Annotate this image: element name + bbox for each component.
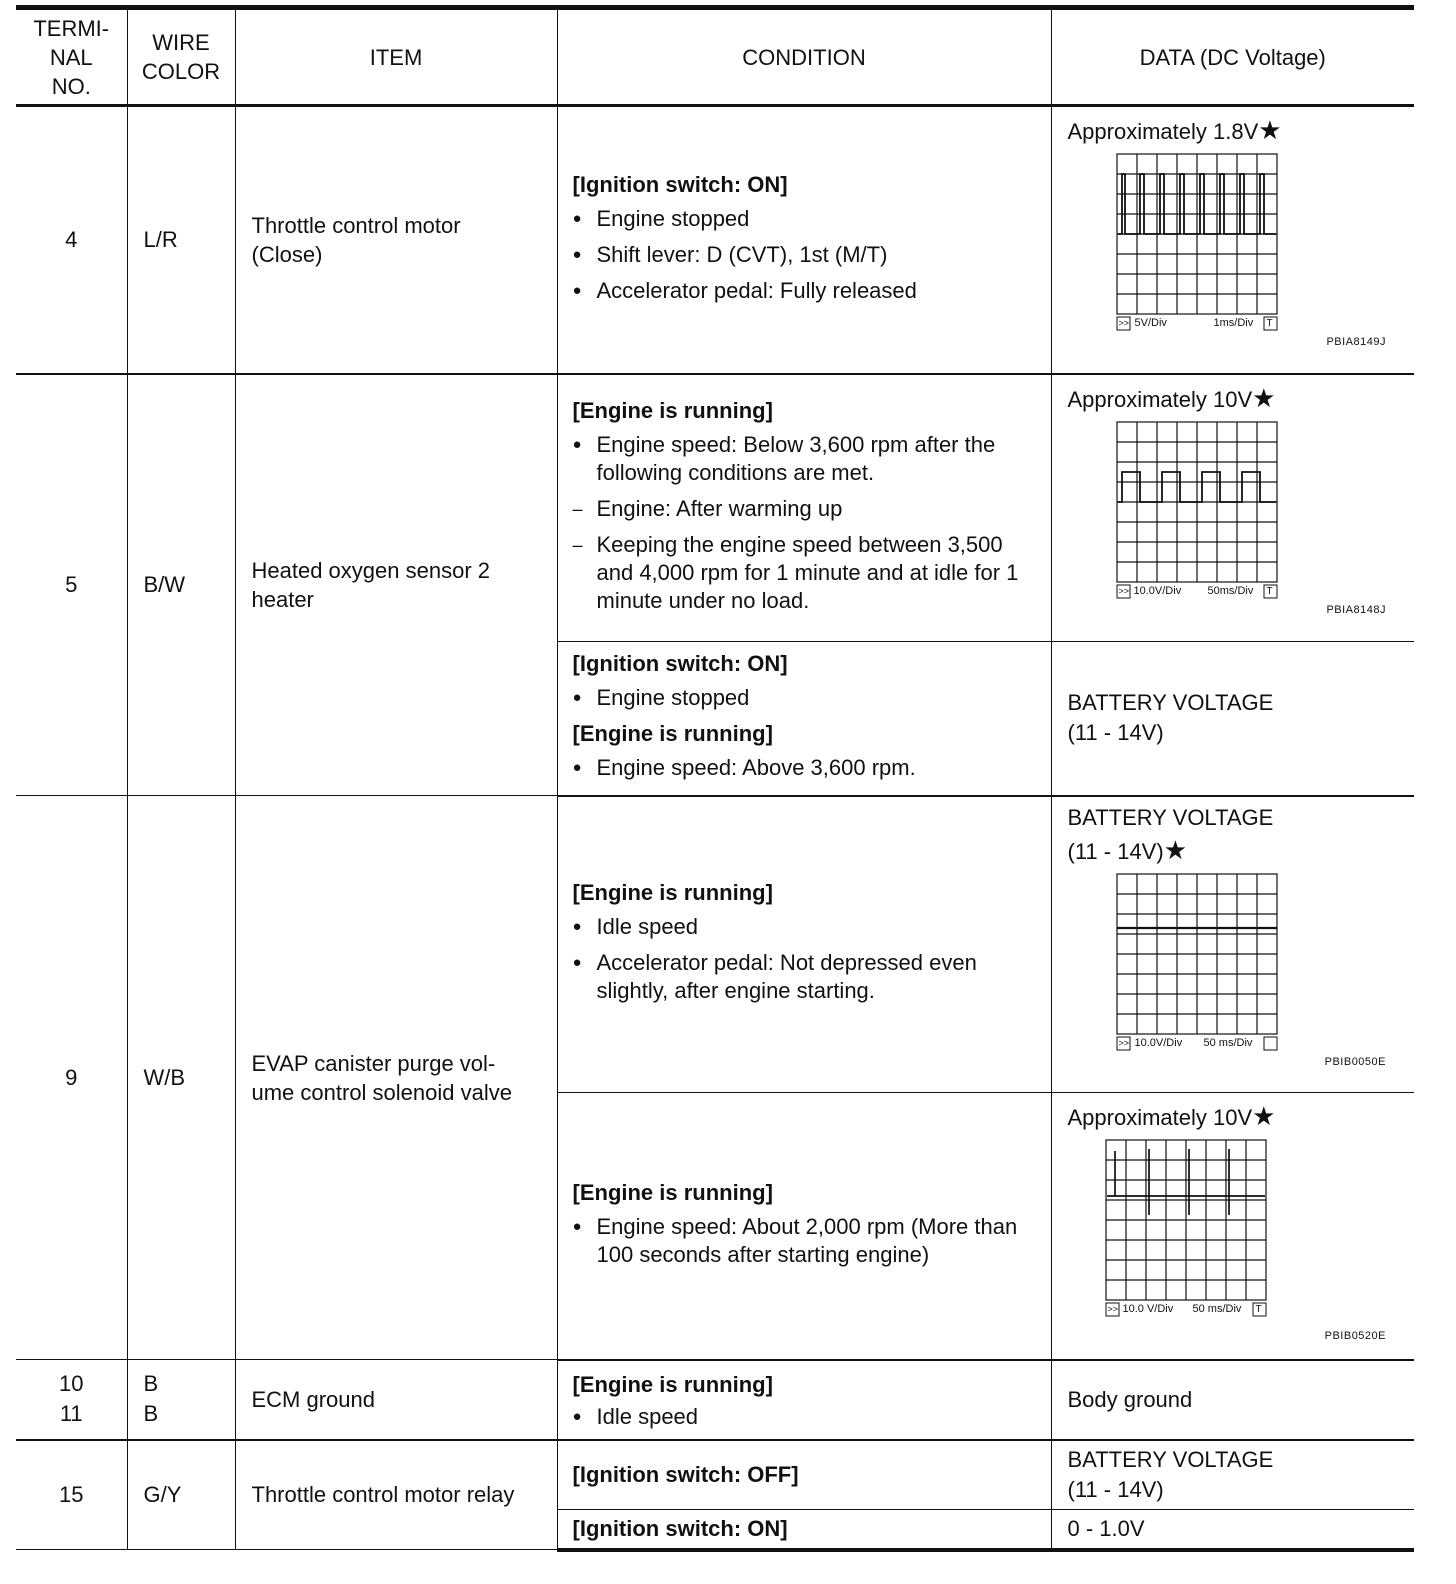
table-row <box>16 796 1414 1093</box>
item-line: Throttle control motor <box>251 212 461 238</box>
item-name <box>235 374 557 796</box>
scope-time-div: 1ms/Div <box>1213 317 1254 329</box>
terminal-data-table <box>16 5 1414 1552</box>
data-label <box>1067 382 1403 415</box>
data-cell: Body ground <box>1051 1360 1414 1440</box>
data-value: Approximately 10V <box>1067 1105 1253 1130</box>
terminal-no-line: 11 <box>59 1401 83 1427</box>
condition-cell <box>557 642 1051 796</box>
wire-color-line: B <box>143 1371 159 1397</box>
scope-trigger: T <box>1255 1304 1262 1315</box>
header-data: DATA (DC Voltage) <box>1051 8 1414 106</box>
condition-item: ● Shift lever: D (CVT), 1st (M/T) <box>573 241 1041 269</box>
condition-item: ● Engine speed: Above 3,600 rpm. <box>573 754 1041 782</box>
wire-color <box>127 1360 235 1440</box>
data-value: BATTERY VOLTAGE <box>1067 804 1274 830</box>
wire-color: L/R <box>127 106 235 374</box>
item-line: EVAP canister purge vol- <box>251 1050 496 1076</box>
header-wire-line: COLOR <box>141 59 221 84</box>
terminal-no: 4 <box>16 106 127 374</box>
data-cell <box>1051 1440 1414 1510</box>
figure-code: PBIA8149J <box>1326 336 1386 348</box>
terminal-no: 15 <box>16 1440 127 1550</box>
condition-cell <box>557 1360 1051 1440</box>
scope-trigger: T <box>1266 318 1273 329</box>
condition-cell <box>557 1510 1051 1550</box>
item-name: ECM ground <box>235 1360 557 1440</box>
data-label <box>1068 801 1403 869</box>
data-cell <box>1051 1093 1414 1360</box>
terminal-no: 9 <box>16 796 127 1360</box>
condition-item: ● Idle speed <box>573 1403 1041 1431</box>
condition-subitem: – Engine: After warming up <box>573 495 1041 523</box>
condition-heading: [Ignition switch: ON] <box>572 651 788 677</box>
oscilloscope-waveform <box>1116 421 1403 603</box>
data-cell <box>1051 796 1414 1093</box>
figure-code: PBIA8148J <box>1326 603 1386 616</box>
wire-color-line: B <box>143 1401 159 1427</box>
wire-color: G/Y <box>127 1440 235 1550</box>
header-terminal-line: NO. <box>51 73 91 99</box>
waveform-graph <box>1116 421 1280 603</box>
scope-arrow: >> <box>1107 1304 1119 1314</box>
data-cell <box>1051 374 1414 642</box>
scope-arrow: >> <box>1118 1037 1130 1048</box>
header-wire-line: WIRE <box>152 30 210 55</box>
condition-item: ● Engine speed: Below 3,600 rpm after the following conditions are met. <box>573 431 1041 487</box>
figure-code: PBIB0050E <box>1324 1055 1386 1068</box>
item-name <box>235 106 557 374</box>
header-item: ITEM <box>235 8 557 106</box>
condition-cell <box>557 106 1051 374</box>
condition-cell <box>557 796 1051 1093</box>
scope-arrow: >> <box>1118 585 1130 596</box>
condition-item: ● Engine speed: About 2,000 rpm (More than 100 seconds after starting engine) <box>573 1213 1041 1269</box>
oscilloscope-waveform <box>1116 153 1403 335</box>
header-condition: CONDITION <box>557 8 1051 106</box>
condition-item: ● Idle speed <box>573 913 1041 941</box>
item-line: heater <box>251 586 314 612</box>
condition-item: ● Accelerator pedal: Fully released <box>573 277 1041 305</box>
condition-cell <box>557 1093 1051 1360</box>
waveform-graph <box>1105 1139 1269 1321</box>
table-row <box>16 1360 1414 1440</box>
condition-cell <box>557 374 1051 642</box>
data-cell <box>1051 106 1414 374</box>
data-value: Approximately 10V <box>1067 386 1253 412</box>
data-value: Approximately 1.8V <box>1067 119 1259 144</box>
item-name <box>235 796 557 1360</box>
condition-heading: [Engine is running] <box>572 397 773 423</box>
scope-volt-div: 10.0V/Div <box>1133 584 1182 597</box>
data-value: (11 - 14V) <box>1067 720 1164 746</box>
item-name: Throttle control motor relay <box>235 1440 557 1550</box>
data-cell: 0 - 1.0V <box>1051 1510 1414 1550</box>
header-row <box>16 8 1414 106</box>
item-line: Heated oxygen sensor 2 <box>251 557 490 583</box>
star-icon: ★ <box>1252 382 1276 413</box>
data-cell <box>1051 642 1414 796</box>
condition-heading: [Ignition switch: ON] <box>572 171 788 197</box>
data-value: BATTERY VOLTAGE <box>1067 690 1274 716</box>
star-icon: ★ <box>1252 1101 1276 1131</box>
waveform-graph <box>1116 153 1280 335</box>
scope-arrow: >> <box>1118 318 1130 328</box>
item-line: (Close) <box>251 241 323 267</box>
table-row <box>16 1440 1414 1510</box>
terminal-no: 5 <box>16 374 127 796</box>
terminal-no-line: 10 <box>59 1371 84 1397</box>
scope-time-div: 50 ms/Div <box>1192 1303 1242 1315</box>
condition-item: ● Engine stopped <box>573 205 1041 233</box>
condition-cell <box>557 1440 1051 1510</box>
condition-heading: [Engine is running] <box>572 880 773 906</box>
condition-item: ● Accelerator pedal: Not depressed even slightly, after engine starting. <box>573 949 1041 1005</box>
condition-heading: [Ignition switch: OFF] <box>572 1461 799 1487</box>
header-terminal-line: TERMI- <box>33 15 110 41</box>
condition-item: ● Engine stopped <box>573 684 1041 712</box>
figure-code: PBIB0520E <box>1324 1330 1386 1342</box>
table-row <box>16 106 1414 374</box>
header-wire-color <box>127 8 235 106</box>
scope-volt-div: 10.0 V/Div <box>1122 1303 1174 1315</box>
waveform-graph <box>1116 873 1280 1055</box>
condition-heading: [Engine is running] <box>572 1179 773 1205</box>
data-label <box>1068 117 1403 147</box>
oscilloscope-waveform <box>1116 873 1403 1055</box>
data-value-line <box>1068 835 1403 869</box>
scope-time-div: 50 ms/Div <box>1203 1036 1253 1049</box>
star-icon: ★ <box>1258 115 1282 145</box>
header-terminal-line: NAL <box>49 44 93 70</box>
header-terminal <box>16 8 127 106</box>
oscilloscope-waveform <box>1105 1139 1403 1321</box>
terminal-no <box>16 1360 127 1440</box>
scope-volt-div: 5V/Div <box>1134 317 1167 329</box>
wire-color: W/B <box>127 796 235 1360</box>
condition-heading: [Ignition switch: ON] <box>572 1515 788 1541</box>
data-value: BATTERY VOLTAGE <box>1067 1446 1274 1472</box>
item-line: ume control solenoid valve <box>251 1079 512 1105</box>
data-value: (11 - 14V) <box>1067 1476 1164 1502</box>
condition-subitem: – Keeping the engine speed between 3,500 and 4,000 rpm for 1 minute and at idle for 1 minute under no load. <box>573 531 1041 615</box>
data-label <box>1068 1103 1403 1133</box>
wire-color: B/W <box>127 374 235 796</box>
condition-heading: [Engine is running] <box>572 1371 773 1397</box>
scope-time-div: 50ms/Div <box>1207 584 1254 597</box>
data-value: (11 - 14V) <box>1067 838 1164 864</box>
table-row <box>16 374 1414 642</box>
scope-trigger: T <box>1266 585 1273 597</box>
scope-volt-div: 10.0V/Div <box>1134 1036 1183 1049</box>
condition-heading: [Engine is running] <box>572 721 773 747</box>
star-icon: ★ <box>1163 834 1187 865</box>
